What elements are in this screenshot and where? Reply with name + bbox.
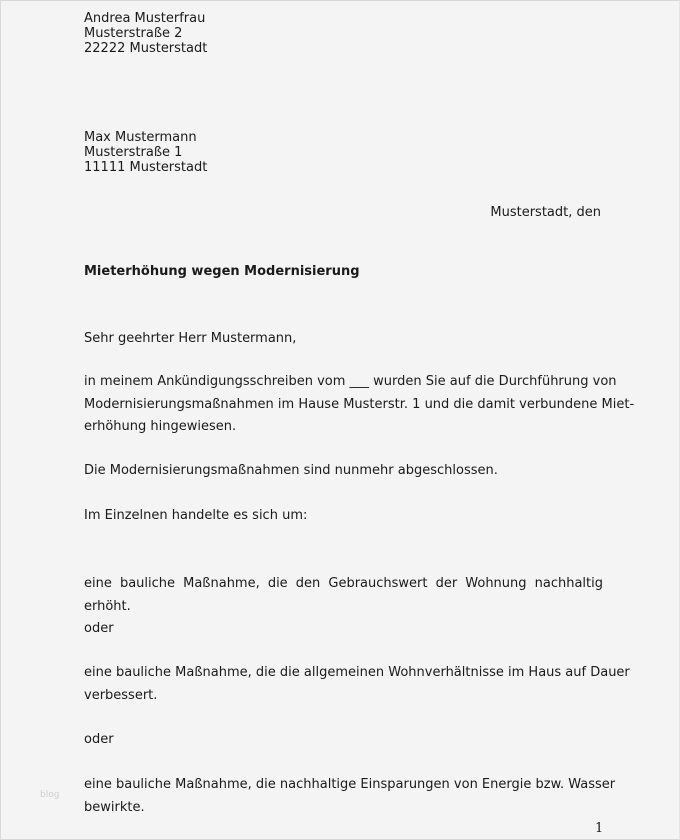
recipient-name: Max Mustermann (84, 130, 197, 145)
intro-line-1: in meinem Ankündigungsschreiben vom ___ wurden Sie auf die Durchführung von (84, 374, 617, 389)
intro-line-3: erhöhung hingewiesen. (84, 419, 237, 434)
salutation: Sehr geehrter Herr Mustermann, (84, 331, 297, 346)
completed-paragraph: Die Modernisierungsmaßnahmen sind nunmehr abgeschlossen. (84, 463, 498, 478)
or-separator-1: oder (84, 621, 114, 636)
option-3 (84, 774, 616, 819)
sender-city: 22222 Musterstadt (84, 41, 208, 56)
page-number: 1 (595, 821, 604, 836)
intro-paragraph (84, 371, 635, 439)
recipient-address (84, 130, 207, 175)
sender-address (84, 11, 207, 56)
recipient-city: 11111 Musterstadt (84, 160, 208, 175)
option-2-line-1: eine bauliche Maßnahme, die die allgemeinen Wohnverhältnisse im Haus auf Dauer (84, 665, 630, 680)
subject-line: Mieterhöhung wegen Modernisierung (84, 264, 360, 279)
or-separator-2: oder (84, 732, 114, 747)
details-intro: Im Einzelnen handelte es sich um: (84, 508, 308, 523)
watermark: blog (40, 790, 60, 800)
option-3-line-2: bewirkte. (84, 799, 145, 815)
option-3-line-1: eine bauliche Maßnahme, die nachhaltige Einsparungen von Energie bzw. Wasser (84, 777, 616, 792)
recipient-street: Musterstraße 1 (84, 145, 183, 160)
intro-line-2: Modernisierungsmaßnahmen im Hause Musterstr. 1 und die damit verbundene Miet- (84, 396, 635, 412)
option-1: eine bauliche Maßnahme, die den Gebrauchswert der Wohnung nachhaltig erhöht. (84, 576, 603, 614)
sender-name: Andrea Musterfrau (84, 11, 206, 26)
sender-street: Musterstraße 2 (84, 26, 183, 41)
option-2 (84, 662, 630, 707)
option-2-line-2: verbessert. (84, 687, 158, 703)
date-line: Musterstadt, den (490, 205, 601, 220)
